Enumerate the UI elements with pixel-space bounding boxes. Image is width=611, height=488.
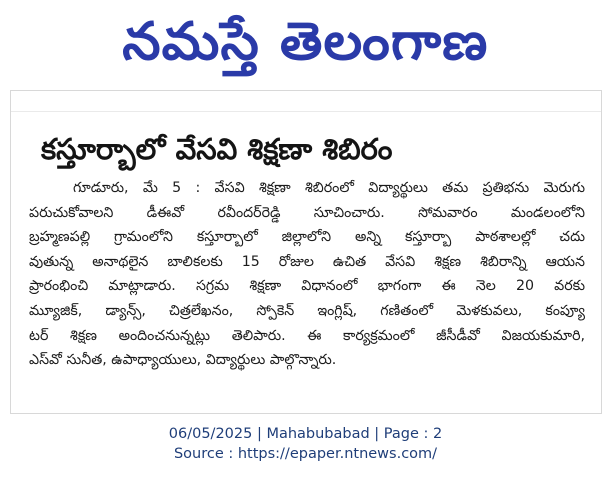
article-headline: కస్తూర్బాలో వేసవి శిక్షణా శిబిరం	[41, 132, 393, 166]
article-line: ఎస్‌వో సునీత, ఉపాధ్యాయులు, విద్యార్థులు పాల్గొన్నారు.	[29, 352, 337, 369]
article-line: గూడూరు, మే 5 : వేసవి శిక్షణా శిబిరంలో విద్యార్థులు తమ ప్రతిభను మెరుగు	[73, 180, 585, 196]
masthead	[0, 0, 611, 84]
source-footer	[0, 424, 611, 464]
clipping-top-edge	[11, 91, 601, 112]
source-link[interactable]: Source : https://epaper.ntnews.com/	[173, 446, 438, 462]
article-line: ప్రారంభించి మాట్లాడారు. సగ్రమ శిక్షణా విధానంలో భాగంగా ఈ నెల 20 వరకు	[29, 278, 585, 295]
article-line: బ్రహ్మణపల్లి గ్రామంలోని కస్తూర్బాలో జిల్లాలోని అన్ని కస్తూర్బా పాఠశాలల్లో చదు	[29, 229, 585, 246]
article-clipping	[10, 90, 602, 414]
article-line: మ్యూజిక్, డ్యాన్స్, చిత్రలేఖనం, స్పోకెన్ ఇంగ్లిష్, గణితంలో మెళకువలు, కంప్యూ	[29, 302, 585, 319]
article-line: పరుచుకోవాలని డీఈవో రవీందర్‌రెడ్డి సూచించారు. సోమవారం మండలంలోని	[29, 204, 585, 221]
article-body	[29, 176, 585, 373]
newspaper-logo: నమస్తే తెలంగాణ	[122, 12, 489, 72]
article-line: వుతున్న అనాథలైన బాలికలకు 15 రోజుల ఉచిత వేసవి శిక్షణ శిబిరాన్ని ఆయన	[29, 253, 585, 270]
article-line: టర్ శిక్షణ అందించనున్నట్లు తెలిపారు. ఈ కార్యక్రమంలో జీసీడీవో విజయకుమారి,	[29, 327, 585, 344]
edition-info: 06/05/2025 | Mahabubabad | Page : 2	[168, 426, 443, 442]
